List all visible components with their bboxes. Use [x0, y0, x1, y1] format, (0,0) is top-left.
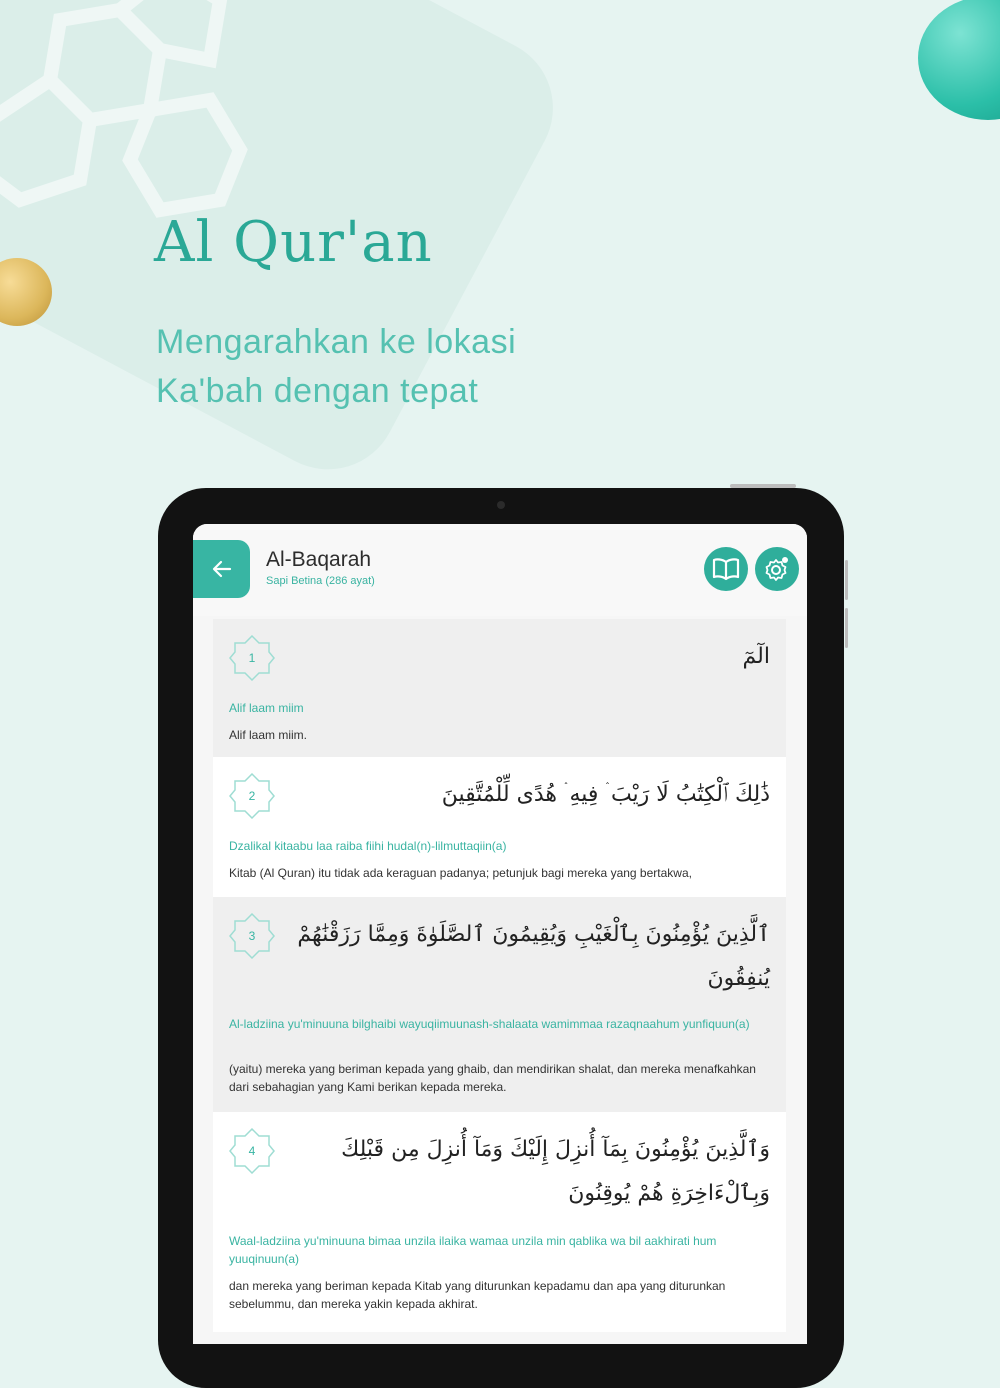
tablet-volume-up-button	[845, 560, 848, 600]
back-button[interactable]	[193, 540, 250, 598]
ayah-number-badge	[229, 635, 275, 681]
decorative-orb-teal	[918, 0, 1000, 120]
ayah-number: 1	[248, 651, 256, 665]
ayah-list	[213, 619, 786, 1332]
ayah-number: 4	[248, 1144, 256, 1158]
ayah-transliteration: Alif laam miim	[229, 701, 304, 715]
ayah-item[interactable]	[213, 619, 786, 757]
surah-subtitle: Sapi Betina (286 ayat)	[266, 575, 375, 587]
ayah-number-badge	[229, 913, 275, 959]
book-icon	[711, 557, 741, 581]
hero-subtitle-line1: Mengarahkan ke lokasi	[156, 323, 517, 361]
ayah-translation: Kitab (Al Quran) itu tidak ada keraguan padanya; petunjuk bagi mereka yang bertakwa,	[229, 866, 692, 880]
app-header	[193, 524, 807, 616]
ayah-translation: Alif laam miim.	[229, 728, 308, 742]
ayah-number-badge	[229, 1128, 275, 1174]
ayah-arabic-text: الٓمٓ	[742, 644, 770, 669]
surah-title: Al-Baqarah	[266, 548, 372, 571]
hero-subtitle-line2: Ka'bah dengan tepat	[156, 372, 479, 410]
ayah-translation: (yaitu) mereka yang beriman kepada yang ghaib, dan mendirikan shalat, dan mereka menafkahkan dari sebahagian yang Kami berikan kepada mereka.	[229, 1062, 756, 1094]
ayah-transliteration: Dzalikal kitaabu laa raiba fiihi hudal(n)-lilmuttaqiin(a)	[229, 839, 507, 853]
reading-mode-button[interactable]	[704, 547, 748, 591]
hero-title: Al Qur'an	[154, 210, 433, 275]
ayah-arabic-text: ذَٰلِكَ ٱلْكِتَٰبُ لَا رَيْبَ ۛ فِيهِ ۛ هُدًى لِّلْمُتَّقِينَ	[441, 782, 770, 807]
ayah-transliteration: Waal-ladziina yu'minuuna bimaa unzila ilaika wamaa unzila min qablika wa bil aakhirati hum yuuqinuun(a)	[229, 1234, 717, 1266]
settings-button[interactable]	[755, 547, 799, 591]
tablet-camera	[497, 501, 505, 509]
settings-icon	[763, 555, 791, 583]
ayah-item[interactable]	[213, 1112, 786, 1332]
ayah-number-badge	[229, 773, 275, 819]
ayah-item[interactable]	[213, 757, 786, 897]
back-arrow-icon	[211, 558, 233, 580]
ayah-arabic-text: ٱلَّذِينَ يُؤْمِنُونَ بِٱلْغَيْبِ وَيُقِيمُونَ ٱلصَّلَوٰةَ وَمِمَّا رَزَقْنَٰهُمْ	[297, 922, 770, 947]
ayah-transliteration: Al-ladziina yu'minuuna bilghaibi wayuqiimuunash-shalaata wamimmaa razaqnaahum yunfiquun(a)	[229, 1017, 750, 1031]
hero-subtitle	[156, 318, 676, 416]
ayah-arabic-text-line2: يُنفِقُونَ	[707, 966, 770, 991]
ayah-arabic-text-line2: وَبِٱلْءَاخِرَةِ هُمْ يُوقِنُونَ	[568, 1181, 770, 1206]
ayah-translation: dan mereka yang beriman kepada Kitab yang diturunkan kepadamu dan apa yang diturunkan sebelummu, dan mereka yakin kepada akhirat.	[229, 1279, 726, 1311]
ayah-arabic-text: وَٱلَّذِينَ يُؤْمِنُونَ بِمَآ أُنزِلَ إِلَيْكَ وَمَآ أُنزِلَ مِن قَبْلِكَ	[341, 1137, 770, 1162]
app-screen	[193, 524, 807, 1344]
ayah-number: 3	[248, 929, 256, 943]
ayah-item[interactable]	[213, 897, 786, 1112]
ayah-number: 2	[248, 789, 256, 803]
tablet-volume-down-button	[845, 608, 848, 648]
tablet-power-button	[730, 484, 796, 488]
